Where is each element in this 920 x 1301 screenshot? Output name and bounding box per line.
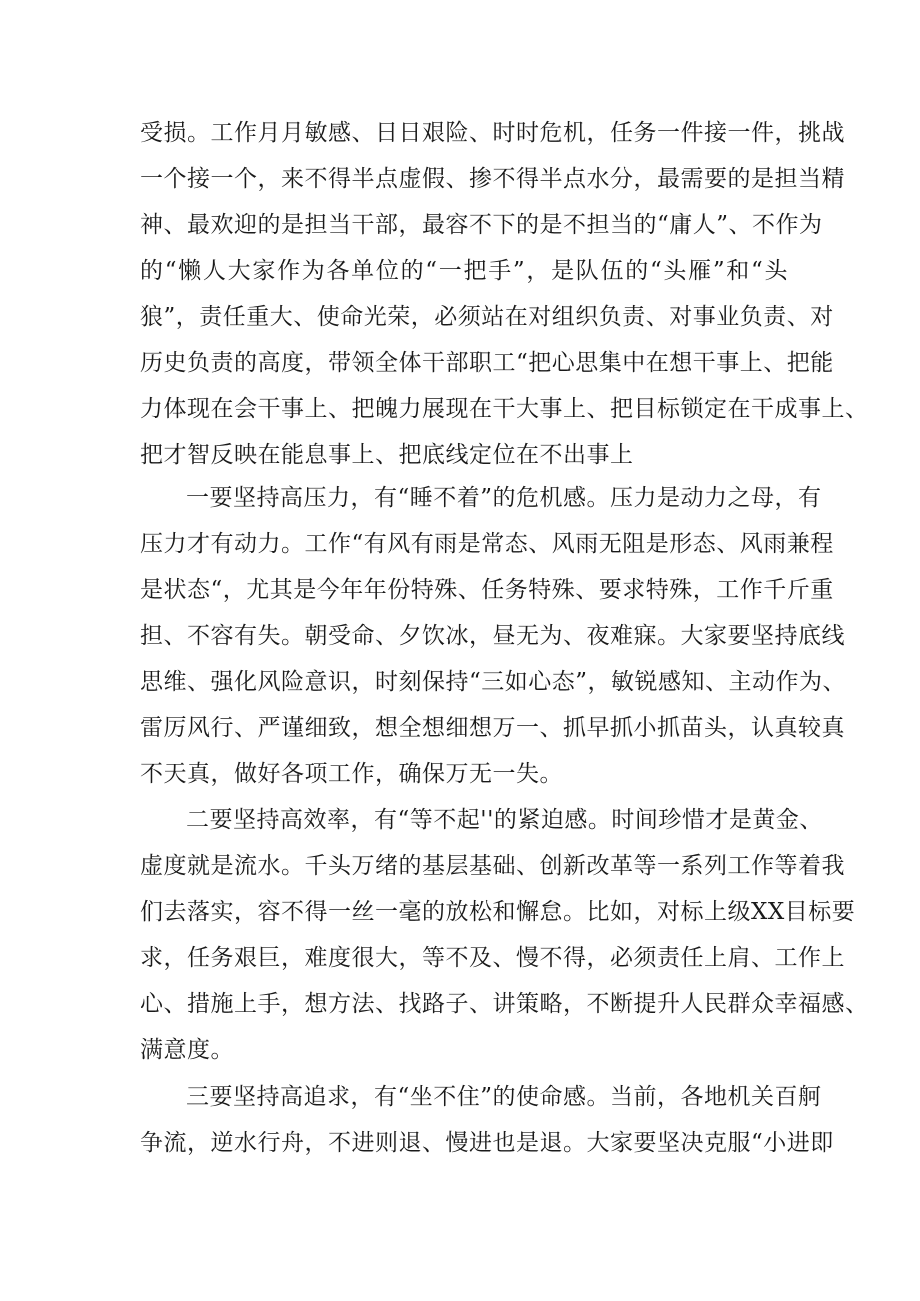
paragraph (140, 797, 869, 1073)
text-line: 神、最欢迎的是担当干部，最容不下的是不担当的“庸人”、不作为 (140, 212, 823, 238)
text-line: 不天真，做好各项工作，确保万无一失。 (140, 761, 563, 787)
text-line: 历史负责的高度，带领全体干部职工“把心思集中在想干事上、把能 (140, 350, 834, 376)
text-line: 们去落实，容不得一丝一毫的放松和懈怠。比如，对标上级XX目标要 (140, 899, 856, 925)
text-line: 思维、强化风险意识，时刻保持“三如心态”，敏锐感知、主动作为、 (140, 669, 847, 695)
text-line: 压力才有动力。工作“有风有雨是常态、风雨无阻是形态、风雨兼程 (140, 531, 834, 557)
text-line: 求，任务艰巨，难度很大，等不及、慢不得，必须责任上肩、工作上 (140, 945, 845, 971)
text-line: 受损。工作月月敏感、日日艰险、时时危机，任务一件接一件，挑战 (140, 120, 845, 146)
text-line: 满意度。 (140, 1037, 234, 1063)
text-line: 的“懒人大家作为各单位的“一把手”，是队伍的“头雁”和“头 (140, 258, 788, 284)
paragraph (140, 475, 847, 797)
text-line: 二要坚持高效率，有“等不起''的紧迫感。时间珍惜才是黄金、 (186, 807, 823, 833)
text-line: 雷厉风行、严谨细致，想全想细想万一、抓早抓小抓苗头，认真较真 (140, 715, 845, 741)
text-line: 虚度就是流水。千头万绪的基层基础、创新改革等一系列工作等着我 (140, 853, 845, 879)
text-line: 三要坚持高追求，有“坐不住”的使命感。当前，各地机关百舸 (186, 1084, 822, 1110)
text-line: 心、措施上手，想方法、找路子、讲策略，不断提升人民群众幸福感、 (140, 991, 869, 1017)
text-line: 一要坚持高压力，有“睡不着”的危机感。压力是动力之母，有 (186, 485, 822, 511)
text-line: 力体现在会干事上、把魄力展现在干大事上、把目标锁定在干成事上、 (140, 396, 869, 422)
text-line: 一个接一个，来不得半点虚假、掺不得半点水分，最需要的是担当精 (140, 166, 845, 192)
text-line: 争流，逆水行舟，不进则退、慢进也是退。大家要坚决克服“小进即 (140, 1130, 834, 1156)
text-line: 是状态“，尤其是今年年份特殊、任务特殊、要求特殊，工作千斤重 (140, 577, 834, 603)
paragraph (140, 1074, 834, 1166)
text-line: 狼”，责任重大、使命光荣，必须站在对组织负责、对事业负责、对 (140, 304, 834, 330)
text-line: 把才智反映在能息事上、把底线定位在不出事上 (140, 442, 634, 468)
paragraph (140, 110, 869, 478)
text-line: 担、不容有失。朝受命、夕饮冰，昼无为、夜难寐。大家要坚持底线 (140, 623, 845, 649)
